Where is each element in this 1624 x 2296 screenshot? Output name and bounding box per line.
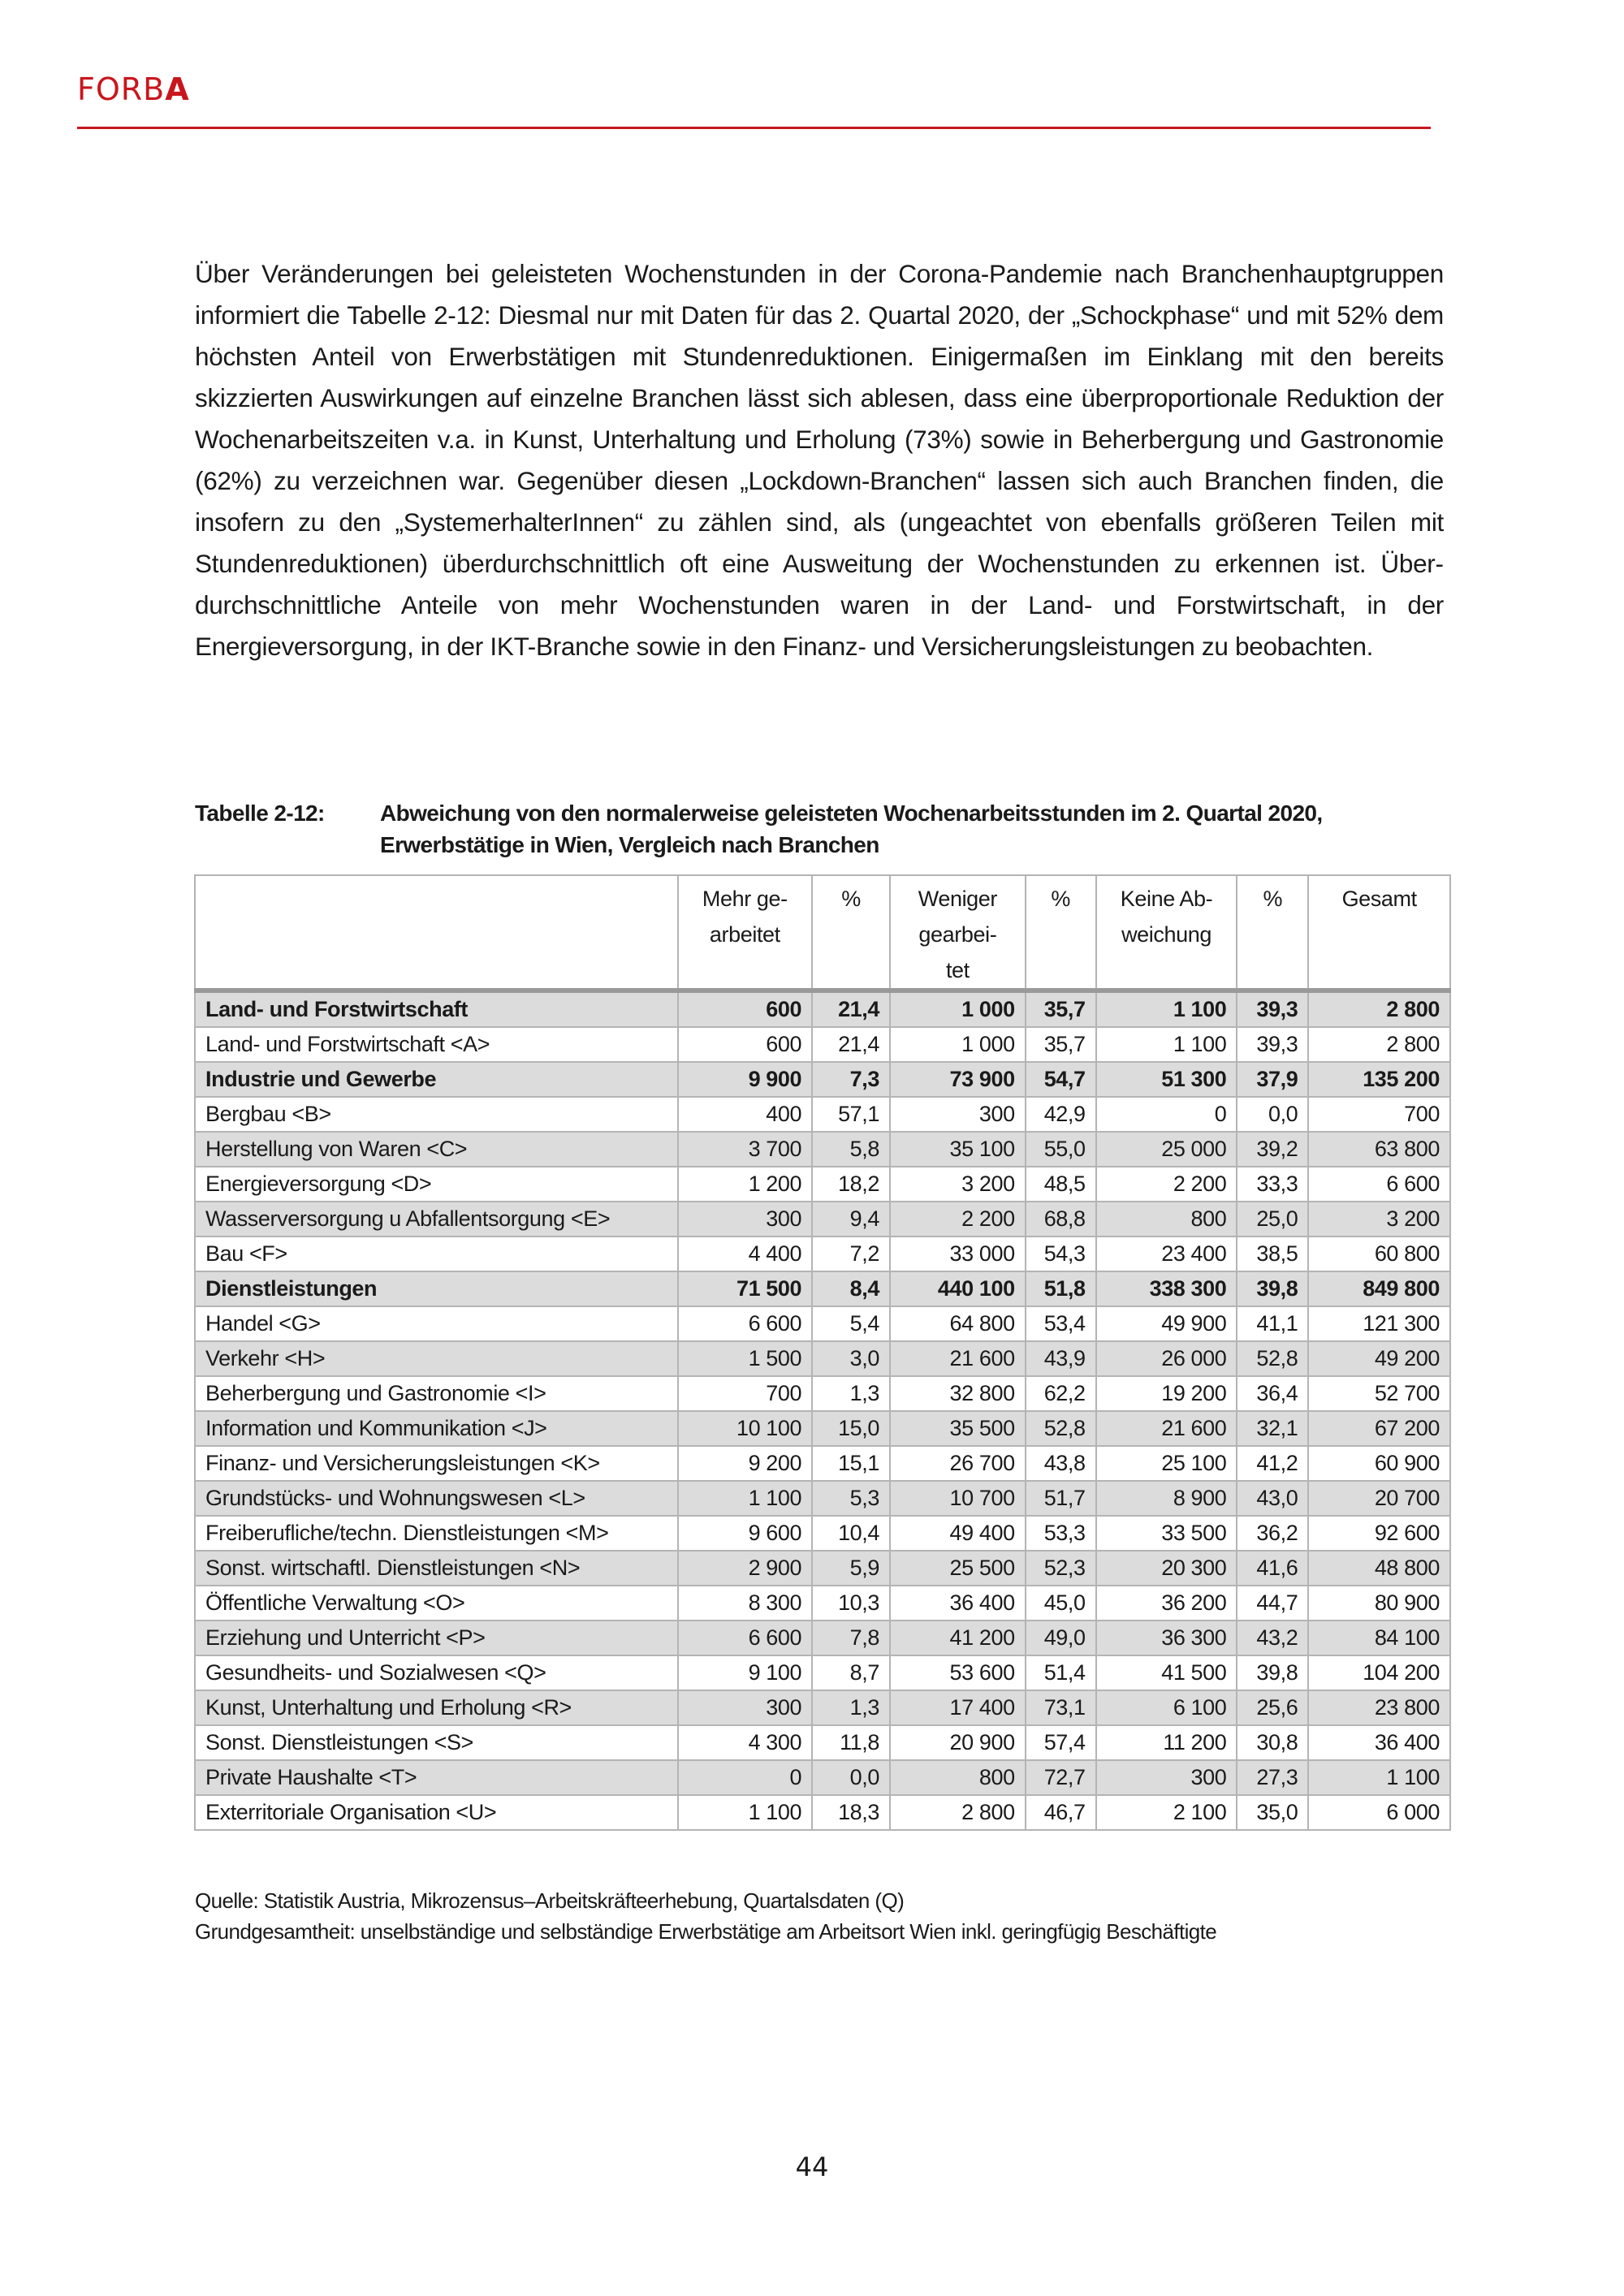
total-cell: 3 200	[1308, 1202, 1450, 1236]
less-worked-cell: 3 200	[890, 1167, 1026, 1202]
total-cell: 60 900	[1308, 1446, 1450, 1481]
less-pct-cell: 52,3	[1026, 1551, 1096, 1586]
total-cell: 63 800	[1308, 1132, 1450, 1167]
more-pct-cell: 5,9	[812, 1551, 890, 1586]
table-row	[195, 1725, 1450, 1760]
no-deviation-cell: 8 900	[1096, 1481, 1237, 1516]
more-pct-cell: 5,4	[812, 1306, 890, 1341]
less-pct-cell: 68,8	[1026, 1202, 1096, 1236]
table-row	[195, 1236, 1450, 1271]
no-deviation-cell: 800	[1096, 1202, 1237, 1236]
no-deviation-pct-cell: 43,2	[1237, 1621, 1308, 1655]
row-label: Private Haushalte <T>	[195, 1760, 678, 1795]
less-worked-cell: 1 000	[890, 990, 1026, 1027]
forba-logo	[77, 71, 190, 107]
total-cell: 60 800	[1308, 1236, 1450, 1271]
no-deviation-cell: 6 100	[1096, 1690, 1237, 1725]
less-worked-cell: 1 000	[890, 1027, 1026, 1062]
table-group-row	[195, 1062, 1450, 1097]
table-body	[195, 990, 1450, 1830]
body-paragraph: Über Veränderungen bei geleisteten Wochenstunden in der Corona-Pandemie nach Branchenhauptgruppen informiert die Tabelle 2-12: Diesmal nur mit Daten für das 2. Quartal 2020, der „Schockphase“ und mit 52% dem höchsten Anteil von Erwerbstätigen mit Stundenreduktionen. Einigermaßen im Einklang mit den bereits skizzierten Auswirkungen auf einzelne Branchen lässt sich ablesen, dass eine überproportionale Reduktion der Wochenarbeitszeiten v.a. in Kunst, Unterhaltung und Erholung (73%) sowie in Beherbergung und Gastronomie (62%) zu verzeichnen war. Gegenüber diesen „Lockdown-Branchen“ lassen sich auch Branchen finden, die insofern zu den „SystemerhalterInnen“ zu zählen sind, als (ungeachtet von ebenfalls größeren Teilen mit Stundenreduktionen) überdurchschnittlich oft eine Ausweitung der Wochenstunden zu erkennen ist. Überdurchschnittliche Anteile von mehr Wochenstunden waren in der Land- und Forstwirtschaft, in der Energieversorgung, in der IKT-Branche sowie in den Finanz- und Versicherungsleistungen zu beobachten.	[195, 259, 1444, 661]
table-row	[195, 1097, 1450, 1132]
no-deviation-cell: 41 500	[1096, 1655, 1237, 1690]
source-line: Quelle: Statistik Austria, Mikrozensus–Arbeitskräfteerhebung, Quartalsdaten (Q)	[195, 1888, 905, 1913]
more-pct-cell: 15,0	[812, 1411, 890, 1446]
table-row	[195, 1027, 1450, 1062]
column-header-no-deviation: Keine Ab- weichung	[1096, 875, 1237, 990]
more-pct-cell: 8,7	[812, 1655, 890, 1690]
less-pct-cell: 55,0	[1026, 1132, 1096, 1167]
total-cell: 36 400	[1308, 1725, 1450, 1760]
more-pct-cell: 3,0	[812, 1341, 890, 1376]
no-deviation-pct-cell: 30,8	[1237, 1725, 1308, 1760]
total-cell: 135 200	[1308, 1062, 1450, 1097]
table-header-row	[195, 875, 1450, 990]
table-row	[195, 1586, 1450, 1621]
row-label: Bau <F>	[195, 1236, 678, 1271]
more-worked-cell: 4 300	[678, 1725, 813, 1760]
row-label: Verkehr <H>	[195, 1341, 678, 1376]
more-pct-cell: 10,4	[812, 1516, 890, 1551]
total-cell: 1 100	[1308, 1760, 1450, 1795]
no-deviation-pct-cell: 25,6	[1237, 1690, 1308, 1725]
header-rule	[77, 127, 1431, 129]
no-deviation-pct-cell: 41,2	[1237, 1446, 1308, 1481]
logo-text-regular: FORB	[77, 71, 166, 107]
no-deviation-pct-cell: 32,1	[1237, 1411, 1308, 1446]
row-label: Industrie und Gewerbe	[195, 1062, 678, 1097]
no-deviation-pct-cell: 35,0	[1237, 1795, 1308, 1830]
less-pct-cell: 42,9	[1026, 1097, 1096, 1132]
row-label: Freiberufliche/techn. Dienstleistungen <M>	[195, 1516, 678, 1551]
table-row	[195, 1376, 1450, 1411]
no-deviation-pct-cell: 43,0	[1237, 1481, 1308, 1516]
less-pct-cell: 35,7	[1026, 1027, 1096, 1062]
less-pct-cell: 46,7	[1026, 1795, 1096, 1830]
total-cell: 2 800	[1308, 990, 1450, 1027]
more-pct-cell: 1,3	[812, 1376, 890, 1411]
more-worked-cell: 0	[678, 1760, 813, 1795]
no-deviation-cell: 36 300	[1096, 1621, 1237, 1655]
row-label: Exterritoriale Organisation <U>	[195, 1795, 678, 1830]
column-header-no-deviation-pct: %	[1237, 875, 1308, 990]
row-label: Land- und Forstwirtschaft	[195, 990, 678, 1027]
no-deviation-pct-cell: 41,6	[1237, 1551, 1308, 1586]
total-cell: 92 600	[1308, 1516, 1450, 1551]
less-pct-cell: 51,4	[1026, 1655, 1096, 1690]
row-label: Erziehung und Unterricht <P>	[195, 1621, 678, 1655]
more-worked-cell: 1 500	[678, 1341, 813, 1376]
no-deviation-pct-cell: 41,1	[1237, 1306, 1308, 1341]
less-worked-cell: 26 700	[890, 1446, 1026, 1481]
no-deviation-cell: 19 200	[1096, 1376, 1237, 1411]
no-deviation-cell: 49 900	[1096, 1306, 1237, 1341]
table-row	[195, 1167, 1450, 1202]
logo-text-bold: A	[165, 71, 190, 107]
total-cell: 20 700	[1308, 1481, 1450, 1516]
no-deviation-pct-cell: 39,8	[1237, 1271, 1308, 1306]
no-deviation-cell: 1 100	[1096, 1027, 1237, 1062]
less-worked-cell: 41 200	[890, 1621, 1026, 1655]
row-label: Land- und Forstwirtschaft <A>	[195, 1027, 678, 1062]
no-deviation-cell: 0	[1096, 1097, 1237, 1132]
more-worked-cell: 9 900	[678, 1062, 813, 1097]
no-deviation-pct-cell: 39,8	[1237, 1655, 1308, 1690]
less-worked-cell: 35 500	[890, 1411, 1026, 1446]
row-label: Herstellung von Waren <C>	[195, 1132, 678, 1167]
more-pct-cell: 15,1	[812, 1446, 890, 1481]
row-label: Energieversorgung <D>	[195, 1167, 678, 1202]
no-deviation-pct-cell: 38,5	[1237, 1236, 1308, 1271]
page-number: 44	[795, 2151, 829, 2182]
total-cell: 121 300	[1308, 1306, 1450, 1341]
more-worked-cell: 1 100	[678, 1481, 813, 1516]
less-pct-cell: 57,4	[1026, 1725, 1096, 1760]
more-pct-cell: 18,2	[812, 1167, 890, 1202]
table-row	[195, 1551, 1450, 1586]
more-pct-cell: 7,2	[812, 1236, 890, 1271]
data-table	[194, 874, 1451, 1831]
table-row	[195, 1760, 1450, 1795]
column-header-more-pct: %	[812, 875, 890, 990]
total-cell: 104 200	[1308, 1655, 1450, 1690]
column-header-less-worked: Weniger gearbei- tet	[890, 875, 1026, 990]
less-worked-cell: 300	[890, 1097, 1026, 1132]
row-label: Handel <G>	[195, 1306, 678, 1341]
more-pct-cell: 7,8	[812, 1621, 890, 1655]
less-pct-cell: 54,7	[1026, 1062, 1096, 1097]
less-pct-cell: 48,5	[1026, 1167, 1096, 1202]
no-deviation-pct-cell: 0,0	[1237, 1097, 1308, 1132]
row-label: Gesundheits- und Sozialwesen <Q>	[195, 1655, 678, 1690]
table-row	[195, 1690, 1450, 1725]
row-label: Dienstleistungen	[195, 1271, 678, 1306]
table-row	[195, 1341, 1450, 1376]
row-label: Finanz- und Versicherungsleistungen <K>	[195, 1446, 678, 1481]
more-pct-cell: 21,4	[812, 1027, 890, 1062]
less-pct-cell: 53,4	[1026, 1306, 1096, 1341]
total-cell: 6 000	[1308, 1795, 1450, 1830]
more-worked-cell: 600	[678, 990, 813, 1027]
row-label: Kunst, Unterhaltung und Erholung <R>	[195, 1690, 678, 1725]
no-deviation-cell: 2 100	[1096, 1795, 1237, 1830]
no-deviation-cell: 25 000	[1096, 1132, 1237, 1167]
table-row	[195, 1516, 1450, 1551]
more-worked-cell: 600	[678, 1027, 813, 1062]
more-pct-cell: 21,4	[812, 990, 890, 1027]
table-caption-number: Tabelle 2-12:	[195, 801, 325, 826]
less-pct-cell: 54,3	[1026, 1236, 1096, 1271]
more-worked-cell: 1 200	[678, 1167, 813, 1202]
less-worked-cell: 17 400	[890, 1690, 1026, 1725]
less-pct-cell: 62,2	[1026, 1376, 1096, 1411]
total-cell: 2 800	[1308, 1027, 1450, 1062]
more-worked-cell: 3 700	[678, 1132, 813, 1167]
less-pct-cell: 43,8	[1026, 1446, 1096, 1481]
less-worked-cell: 32 800	[890, 1376, 1026, 1411]
less-worked-cell: 440 100	[890, 1271, 1026, 1306]
no-deviation-pct-cell: 44,7	[1237, 1586, 1308, 1621]
table-row	[195, 1411, 1450, 1446]
no-deviation-cell: 20 300	[1096, 1551, 1237, 1586]
no-deviation-cell: 21 600	[1096, 1411, 1237, 1446]
less-worked-cell: 21 600	[890, 1341, 1026, 1376]
table-row	[195, 1481, 1450, 1516]
more-pct-cell: 8,4	[812, 1271, 890, 1306]
more-worked-cell: 9 600	[678, 1516, 813, 1551]
total-cell: 67 200	[1308, 1411, 1450, 1446]
more-pct-cell: 57,1	[812, 1097, 890, 1132]
less-worked-cell: 2 800	[890, 1795, 1026, 1830]
total-cell: 49 200	[1308, 1341, 1450, 1376]
more-pct-cell: 1,3	[812, 1690, 890, 1725]
no-deviation-pct-cell: 25,0	[1237, 1202, 1308, 1236]
no-deviation-cell: 300	[1096, 1760, 1237, 1795]
less-worked-cell: 33 000	[890, 1236, 1026, 1271]
table-row	[195, 1446, 1450, 1481]
more-worked-cell: 71 500	[678, 1271, 813, 1306]
more-worked-cell: 6 600	[678, 1306, 813, 1341]
row-label: Wasserversorgung u Abfallentsorgung <E>	[195, 1202, 678, 1236]
no-deviation-cell: 338 300	[1096, 1271, 1237, 1306]
less-worked-cell: 35 100	[890, 1132, 1026, 1167]
total-cell: 48 800	[1308, 1551, 1450, 1586]
no-deviation-cell: 2 200	[1096, 1167, 1237, 1202]
more-pct-cell: 5,3	[812, 1481, 890, 1516]
population-line: Grundgesamtheit: unselbständige und selbständige Erwerbstätige am Arbeitsort Wien inkl. geringfügig Beschäftigte	[195, 1919, 1217, 1944]
less-pct-cell: 73,1	[1026, 1690, 1096, 1725]
more-pct-cell: 7,3	[812, 1062, 890, 1097]
less-worked-cell: 36 400	[890, 1586, 1026, 1621]
row-label: Grundstücks- und Wohnungswesen <L>	[195, 1481, 678, 1516]
no-deviation-pct-cell: 37,9	[1237, 1062, 1308, 1097]
total-cell: 23 800	[1308, 1690, 1450, 1725]
less-pct-cell: 53,3	[1026, 1516, 1096, 1551]
table-row	[195, 1202, 1450, 1236]
more-worked-cell: 300	[678, 1690, 813, 1725]
no-deviation-pct-cell: 39,3	[1237, 990, 1308, 1027]
more-worked-cell: 6 600	[678, 1621, 813, 1655]
more-worked-cell: 700	[678, 1376, 813, 1411]
row-label: Öffentliche Verwaltung <O>	[195, 1586, 678, 1621]
row-label: Beherbergung und Gastronomie <I>	[195, 1376, 678, 1411]
no-deviation-pct-cell: 27,3	[1237, 1760, 1308, 1795]
column-header-more-worked: Mehr ge- arbeitet	[678, 875, 813, 990]
no-deviation-pct-cell: 39,2	[1237, 1132, 1308, 1167]
total-cell: 700	[1308, 1097, 1450, 1132]
no-deviation-cell: 11 200	[1096, 1725, 1237, 1760]
less-worked-cell: 64 800	[890, 1306, 1026, 1341]
row-label: Information und Kommunikation <J>	[195, 1411, 678, 1446]
no-deviation-cell: 51 300	[1096, 1062, 1237, 1097]
less-pct-cell: 52,8	[1026, 1411, 1096, 1446]
no-deviation-cell: 26 000	[1096, 1341, 1237, 1376]
column-header-less-pct: %	[1026, 875, 1096, 990]
more-worked-cell: 8 300	[678, 1586, 813, 1621]
column-header-branch	[195, 875, 678, 990]
no-deviation-pct-cell: 36,4	[1237, 1376, 1308, 1411]
table-row	[195, 1655, 1450, 1690]
no-deviation-cell: 33 500	[1096, 1516, 1237, 1551]
more-pct-cell: 9,4	[812, 1202, 890, 1236]
less-worked-cell: 800	[890, 1760, 1026, 1795]
table-row	[195, 1795, 1450, 1830]
no-deviation-cell: 36 200	[1096, 1586, 1237, 1621]
more-pct-cell: 5,8	[812, 1132, 890, 1167]
less-pct-cell: 49,0	[1026, 1621, 1096, 1655]
column-header-total: Gesamt	[1308, 875, 1450, 990]
more-pct-cell: 11,8	[812, 1725, 890, 1760]
more-worked-cell: 400	[678, 1097, 813, 1132]
less-worked-cell: 49 400	[890, 1516, 1026, 1551]
table-row	[195, 1621, 1450, 1655]
more-worked-cell: 1 100	[678, 1795, 813, 1830]
no-deviation-pct-cell: 33,3	[1237, 1167, 1308, 1202]
total-cell: 84 100	[1308, 1621, 1450, 1655]
less-worked-cell: 73 900	[890, 1062, 1026, 1097]
less-pct-cell: 51,7	[1026, 1481, 1096, 1516]
total-cell: 80 900	[1308, 1586, 1450, 1621]
more-worked-cell: 10 100	[678, 1411, 813, 1446]
table-row	[195, 1132, 1450, 1167]
total-cell: 52 700	[1308, 1376, 1450, 1411]
total-cell: 849 800	[1308, 1271, 1450, 1306]
less-pct-cell: 43,9	[1026, 1341, 1096, 1376]
no-deviation-cell: 25 100	[1096, 1446, 1237, 1481]
less-worked-cell: 53 600	[890, 1655, 1026, 1690]
more-pct-cell: 0,0	[812, 1760, 890, 1795]
more-worked-cell: 4 400	[678, 1236, 813, 1271]
less-pct-cell: 35,7	[1026, 990, 1096, 1027]
row-label: Sonst. Dienstleistungen <S>	[195, 1725, 678, 1760]
less-worked-cell: 2 200	[890, 1202, 1026, 1236]
less-pct-cell: 45,0	[1026, 1586, 1096, 1621]
row-label: Sonst. wirtschaftl. Dienstleistungen <N>	[195, 1551, 678, 1586]
more-worked-cell: 300	[678, 1202, 813, 1236]
total-cell: 6 600	[1308, 1167, 1450, 1202]
more-worked-cell: 9 200	[678, 1446, 813, 1481]
no-deviation-cell: 1 100	[1096, 990, 1237, 1027]
more-pct-cell: 18,3	[812, 1795, 890, 1830]
less-worked-cell: 25 500	[890, 1551, 1026, 1586]
no-deviation-pct-cell: 39,3	[1237, 1027, 1308, 1062]
no-deviation-pct-cell: 36,2	[1237, 1516, 1308, 1551]
table-group-row	[195, 990, 1450, 1027]
less-worked-cell: 20 900	[890, 1725, 1026, 1760]
table-caption-title: Abweichung von den normalerweise geleisteten Wochenarbeitsstunden im 2. Quartal 2020, Erwerbstätige in Wien, Vergleich nach Branchen	[380, 801, 1323, 857]
table-group-row	[195, 1271, 1450, 1306]
table-row	[195, 1306, 1450, 1341]
table-source-note	[195, 1885, 1216, 1947]
row-label: Bergbau <B>	[195, 1097, 678, 1132]
less-pct-cell: 72,7	[1026, 1760, 1096, 1795]
less-worked-cell: 10 700	[890, 1481, 1026, 1516]
more-worked-cell: 9 100	[678, 1655, 813, 1690]
less-pct-cell: 51,8	[1026, 1271, 1096, 1306]
more-pct-cell: 10,3	[812, 1586, 890, 1621]
more-worked-cell: 2 900	[678, 1551, 813, 1586]
no-deviation-cell: 23 400	[1096, 1236, 1237, 1271]
no-deviation-pct-cell: 52,8	[1237, 1341, 1308, 1376]
